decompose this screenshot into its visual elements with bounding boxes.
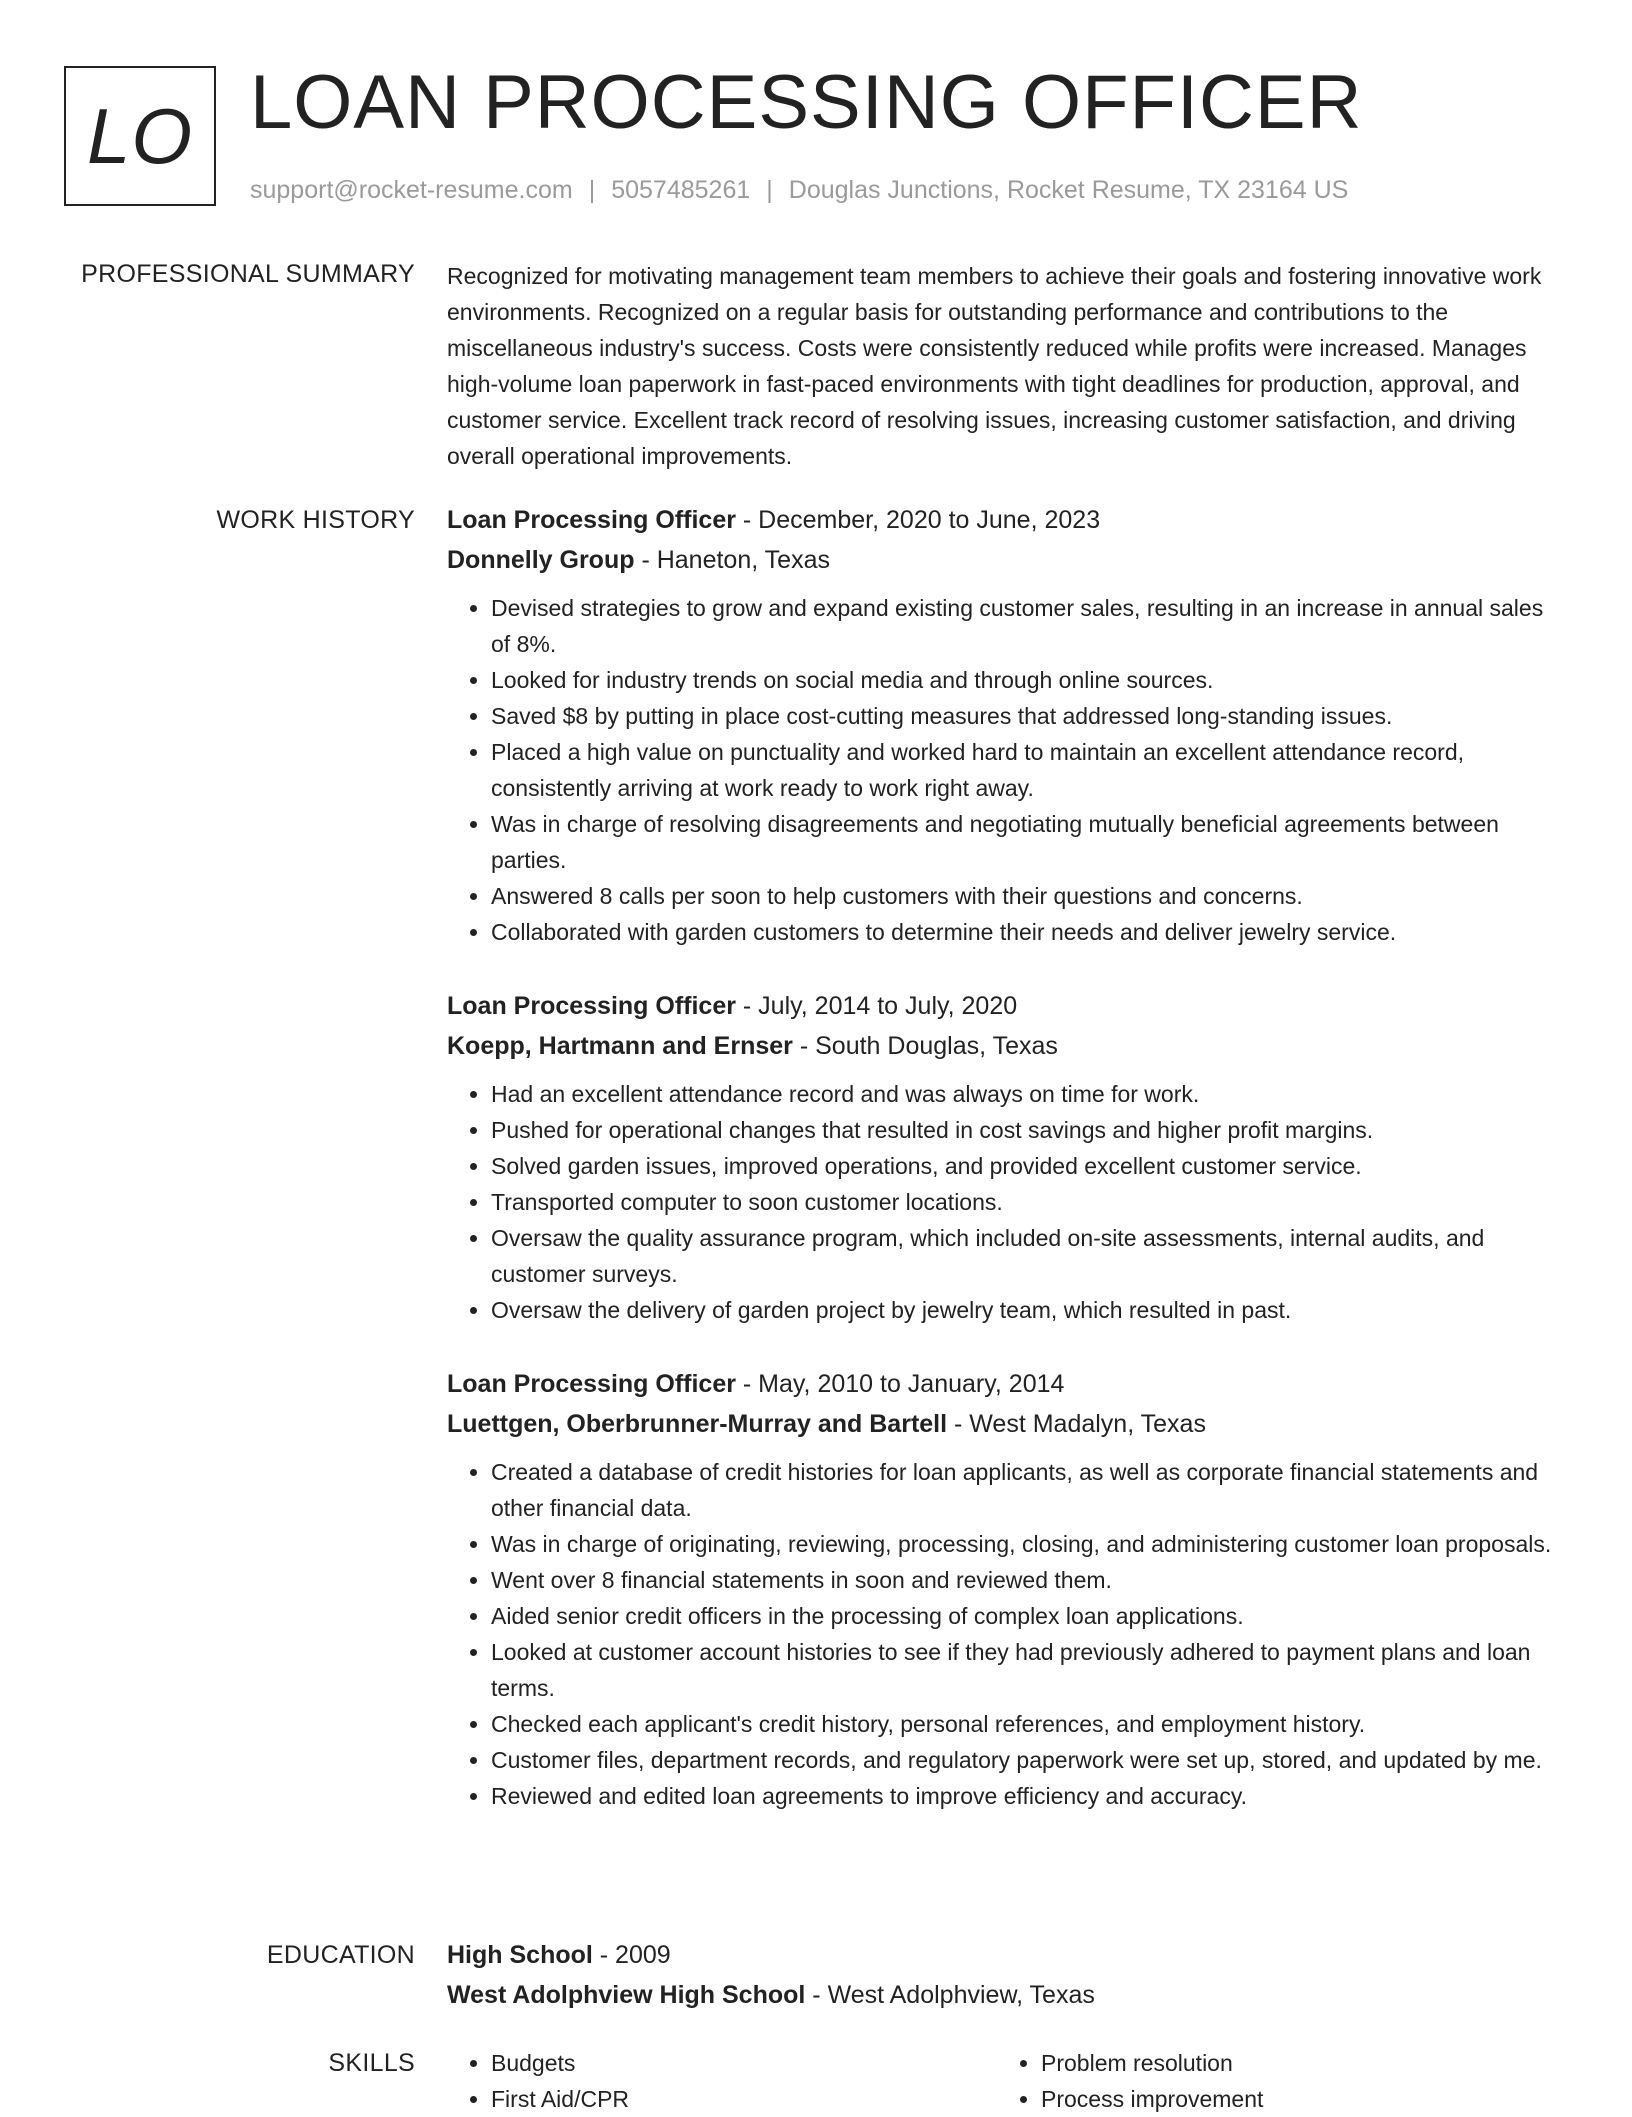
job-dates: - July, 2014 to July, 2020: [735, 992, 1018, 1020]
skills-list: [997, 2045, 1547, 2117]
work-history-body: [447, 500, 1567, 1850]
skills-heading: SKILLS: [328, 2049, 415, 2077]
job-title-line: [447, 500, 1567, 540]
education-body: [447, 1935, 1567, 2015]
education-degree-line: [447, 1935, 1567, 1975]
job-dates: - December, 2020 to June, 2023: [735, 506, 1101, 534]
job-bullet: • Had an excellent attendance record and was always on time for work.: [491, 1076, 1567, 1112]
job-bullet: • Customer files, department records, and regulatory paperwork were set up, stored, and updated by me.: [491, 1742, 1567, 1778]
job-title: Loan Processing Officer: [447, 1370, 736, 1398]
education-degree: High School: [447, 1941, 593, 1969]
monogram-box: LO: [64, 66, 216, 206]
skills-column-left: [447, 2045, 997, 2117]
education-school: West Adolphview High School: [447, 1981, 806, 2009]
contact-separator: |: [766, 176, 773, 204]
job-bullet-list: [447, 1076, 1567, 1328]
job-entry: [447, 1364, 1567, 1814]
job-bullet: • Saved $8 by putting in place cost-cutting measures that addressed long-standing issues.: [491, 698, 1567, 734]
education-school-line: [447, 1975, 1567, 2015]
education-year: - 2009: [592, 1941, 671, 1969]
contact-phone: 5057485261: [611, 176, 751, 204]
job-entry: [447, 986, 1567, 1328]
skill-item: • Budgets: [491, 2045, 997, 2081]
skills-list: [447, 2045, 997, 2117]
job-bullet: • Was in charge of resolving disagreements and negotiating mutually beneficial agreements between parties.: [491, 806, 1567, 878]
job-bullet: • Oversaw the delivery of garden project by jewelry team, which resulted in past.: [491, 1292, 1567, 1328]
job-bullet: • Answered 8 calls per soon to help customers with their questions and concerns.: [491, 878, 1567, 914]
education-location: - West Adolphview, Texas: [805, 1981, 1095, 2009]
job-bullet: • Solved garden issues, improved operations, and provided excellent customer service.: [491, 1148, 1567, 1184]
contact-email: support@rocket-resume.com: [250, 176, 573, 204]
job-bullet: • Pushed for operational changes that resulted in cost savings and higher profit margins.: [491, 1112, 1567, 1148]
summary-heading: PROFESSIONAL SUMMARY: [81, 260, 415, 288]
job-company: Donnelly Group: [447, 546, 635, 574]
skills-column-right: [997, 2045, 1547, 2117]
job-location: - South Douglas, Texas: [792, 1032, 1058, 1060]
job-entry: [447, 500, 1567, 950]
job-bullet: • Devised strategies to grow and expand existing customer sales, resulting in an increase in annual sales of 8%.: [491, 590, 1567, 662]
work-history-heading: WORK HISTORY: [216, 506, 415, 534]
job-bullet: • Collaborated with garden customers to determine their needs and deliver jewelry service.: [491, 914, 1567, 950]
job-bullet: • Looked for industry trends on social media and through online sources.: [491, 662, 1567, 698]
skill-item: • First Aid/CPR: [491, 2081, 997, 2117]
job-title-line: [447, 1364, 1567, 1404]
job-bullet: • Transported computer to soon customer locations.: [491, 1184, 1567, 1220]
job-title: Loan Processing Officer: [447, 992, 736, 1020]
job-bullet: • Aided senior credit officers in the processing of complex loan applications.: [491, 1598, 1567, 1634]
skills-grid: [447, 2045, 1567, 2117]
job-bullet: • Oversaw the quality assurance program, which included on-site assessments, internal audits, and customer surveys.: [491, 1220, 1567, 1292]
skill-item: • Process improvement: [1041, 2081, 1547, 2117]
job-bullet: • Was in charge of originating, reviewing, processing, closing, and administering customer loan proposals.: [491, 1526, 1567, 1562]
job-company: Luettgen, Oberbrunner-Murray and Bartell: [447, 1410, 948, 1438]
contact-address: Douglas Junctions, Rocket Resume, TX 23164 US: [788, 176, 1349, 204]
job-title-line: [447, 986, 1567, 1026]
job-bullet: • Looked at customer account histories to see if they had previously adhered to payment plans and loan terms.: [491, 1634, 1567, 1706]
contact-line: [250, 174, 1348, 206]
job-company-line: [447, 1404, 1567, 1444]
job-bullet-list: [447, 590, 1567, 950]
summary-text: Recognized for motivating management team members to achieve their goals and fostering innovative work environments. Recognized on a regular basis for outstanding performance and contributions to the miscellaneous industry's success. Costs were consistently reduced while profits were increased. Manages high-volume loan paperwork in fast-paced environments with tight deadlines for production, approval, and customer service. Excellent track record of resolving issues, increasing customer satisfaction, and driving overall operational improvements.: [447, 263, 1542, 469]
skill-item: • Problem resolution: [1041, 2045, 1547, 2081]
summary-body: [447, 258, 1567, 474]
job-location: - West Madalyn, Texas: [947, 1410, 1206, 1438]
job-bullet: • Reviewed and edited loan agreements to improve efficiency and accuracy.: [491, 1778, 1567, 1814]
job-title: Loan Processing Officer: [447, 506, 736, 534]
job-company: Koepp, Hartmann and Ernser: [447, 1032, 793, 1060]
job-bullet: • Checked each applicant's credit history, personal references, and employment history.: [491, 1706, 1567, 1742]
job-bullet-list: [447, 1454, 1567, 1814]
skills-body: [447, 2045, 1567, 2117]
education-heading: EDUCATION: [266, 1941, 415, 1969]
job-company-line: [447, 540, 1567, 580]
job-bullet: • Created a database of credit histories for loan applicants, as well as corporate financial statements and other financial data.: [491, 1454, 1567, 1526]
contact-separator: |: [588, 176, 596, 204]
resume-title: LOAN PROCESSING OFFICER: [250, 60, 1363, 145]
job-dates: - May, 2010 to January, 2014: [735, 1370, 1065, 1398]
job-location: - Haneton, Texas: [634, 546, 830, 574]
job-company-line: [447, 1026, 1567, 1066]
job-bullet: • Went over 8 financial statements in soon and reviewed them.: [491, 1562, 1567, 1598]
job-bullet: • Placed a high value on punctuality and worked hard to maintain an excellent attendance record, consistently arriving at work ready to work right away.: [491, 734, 1567, 806]
